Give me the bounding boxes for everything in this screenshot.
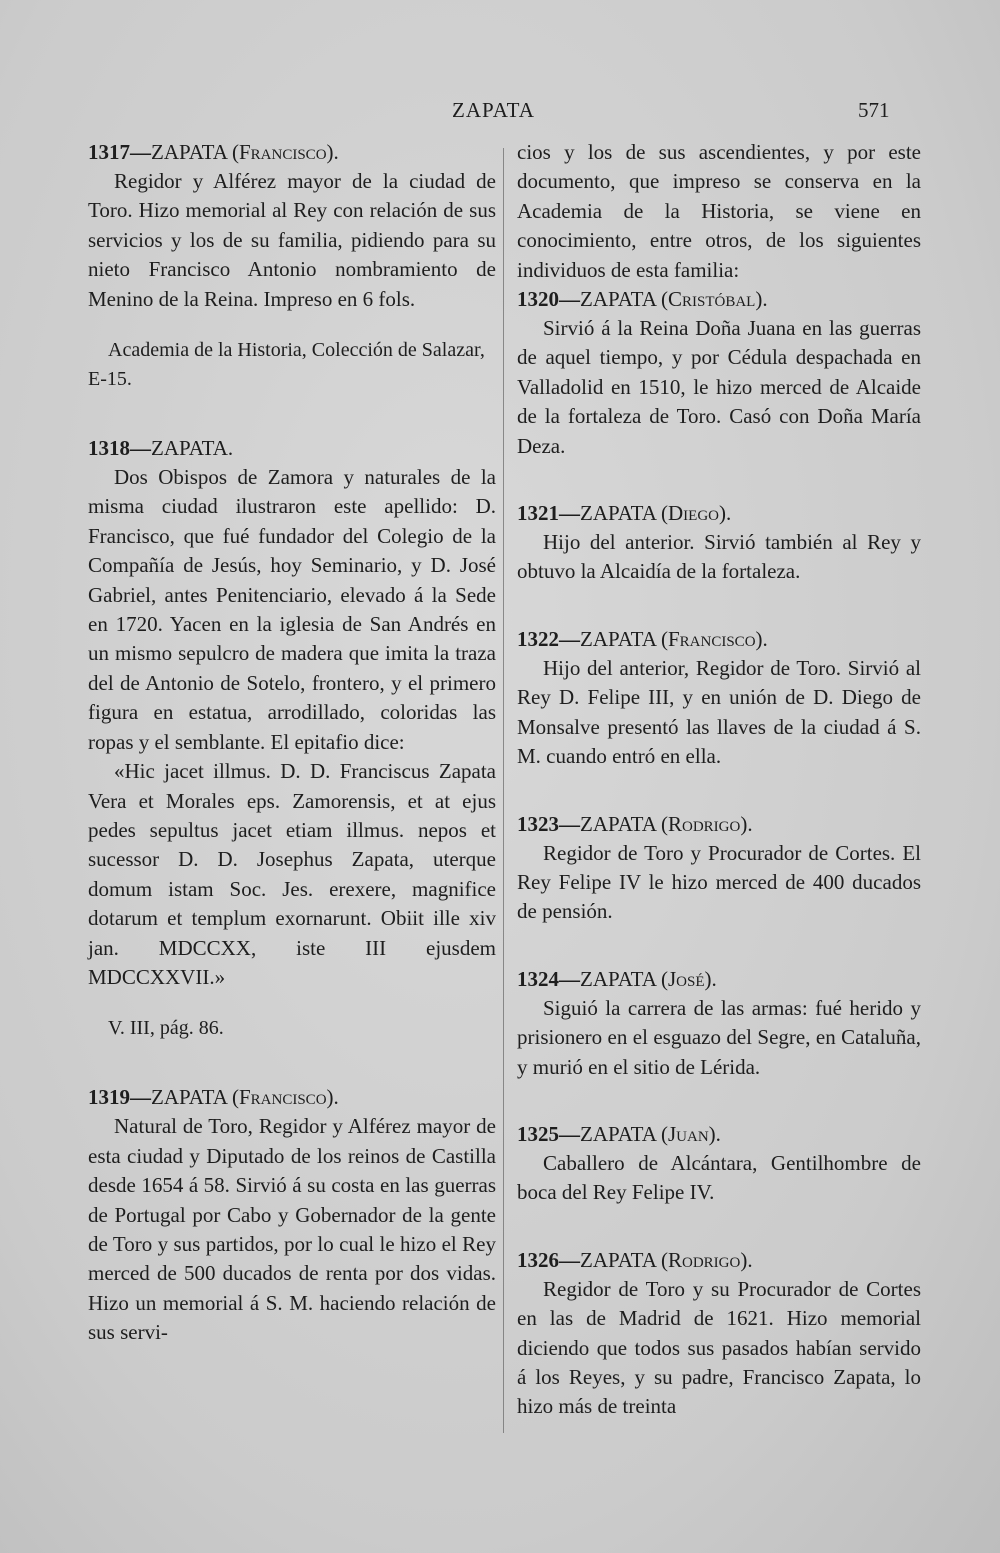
entry-reference: V. III, pág. 86. bbox=[108, 1017, 224, 1040]
entry-1326 bbox=[517, 1246, 921, 1422]
entry-text: Caballero de Alcántara, Gentilhombre de boca del Rey Felipe IV. bbox=[517, 1150, 921, 1205]
entry-number: 1322— bbox=[517, 626, 580, 651]
entry-surname: ZAPATA bbox=[151, 140, 227, 164]
left-column bbox=[88, 138, 496, 1388]
entry-text: Siguió la carrera de las armas: fué herido y prisionero en el esguazo del Segre, en Cataluña, y murió en el sitio de Lérida. bbox=[517, 995, 921, 1079]
entry-1318 bbox=[88, 434, 496, 1043]
entry-1322 bbox=[517, 625, 921, 772]
entry-heading bbox=[517, 285, 921, 314]
entry-text: Regidor de Toro y su Procurador de Cortes en las de Madrid de 1621. Hizo memorial diciendo que todos sus pasados habían servido á los Reyes, y su padre, Francisco Zapata, lo hizo más de treinta bbox=[517, 1276, 921, 1419]
entry-text: Regidor y Alférez mayor de la ciudad de Toro. Hizo memorial al Rey con relación de sus servicios y los de su familia, pidiendo para su nieto Francisco Antonio nombramiento de Menino de la Reina. Impreso en 6 fols. bbox=[88, 169, 496, 311]
entry-surname: ZAPATA bbox=[151, 1085, 227, 1110]
entry-1320 bbox=[517, 285, 921, 461]
entry-heading bbox=[517, 1246, 921, 1275]
entry-heading bbox=[517, 499, 921, 528]
entry-1325 bbox=[517, 1120, 921, 1208]
entry-given-name: (Francisco). bbox=[232, 1085, 339, 1110]
entry-surname: ZAPATA bbox=[580, 1247, 656, 1272]
entry-given-name: (Rodrigo). bbox=[661, 811, 753, 836]
entry-heading bbox=[88, 434, 496, 463]
entry-text: Regidor de Toro y Procurador de Cortes. El Rey Felipe IV le hizo merced de 400 ducados de pensión. bbox=[517, 840, 921, 924]
entry-surname: ZAPATA. bbox=[151, 436, 234, 461]
entry-1319 bbox=[88, 1083, 496, 1347]
entry-text: Dos Obispos de Zamora y naturales de la misma ciudad ilustraron este apellido: D. Francisco, que fué fundador del Colegio de la Compañía de Jesús, hoy Seminario, y D. José Gabriel, antes Penitenciario, elevado á la Sede en 1720. Yacen en la iglesia de San Andrés en un mismo sepulcro de madera que imita la traza del de Antonio de Sotelo, frontero, y el primero figura en estatua, arrodillado, coloridas las ropas y el semblante. El epitafio dice: bbox=[88, 465, 496, 754]
entry-1317 bbox=[88, 138, 496, 394]
entry-number: 1323— bbox=[517, 811, 580, 836]
continued-text: cios y los de sus ascendientes, y por este documento, que impreso se conserva en la Academia de la Historia, se viene en conocimiento, entre otros, de los siguientes individuos de esta familia: bbox=[517, 140, 921, 282]
entry-1321 bbox=[517, 499, 921, 587]
running-title: ZAPATA bbox=[452, 98, 535, 122]
entry-surname: ZAPATA bbox=[580, 1121, 656, 1146]
entry-number: 1320— bbox=[517, 287, 580, 312]
entry-surname: ZAPATA bbox=[580, 501, 656, 526]
entry-reference: Academia de la Historia, Colección de Salazar, E-15. bbox=[88, 339, 485, 391]
entry-given-name: (Diego). bbox=[661, 501, 732, 526]
epitaph-quote: «Hic jacet illmus. D. D. Franciscus Zapata Vera et Morales eps. Zamorensis, et at ejus pedes sepultus jacet etiam illmus. nepos et sucessor D. D. Josephus Zapata, uterque domum istam Soc. Jes. erexere, magnifice dotarum et templum exornarunt. Obiit ille xiv jan. MDCCXX, iste III ejusdem MDCCXXVII.» bbox=[88, 759, 496, 989]
entry-surname: ZAPATA bbox=[580, 811, 656, 836]
entry-text: Natural de Toro, Regidor y Alférez mayor de esta ciudad y Diputado de los reinos de Castilla desde 1654 á 58. Sirvió á su costa en las guerras de Portugal por Cabo y Gobernador de la gente de Toro y sus partidos, por lo cual le hizo el Rey merced de 500 ducados de renta por dos vidas. Hizo un memorial á S. M. haciendo relación de sus servi- bbox=[88, 1114, 496, 1345]
entry-number: 1318— bbox=[88, 436, 151, 461]
entry-1323 bbox=[517, 810, 921, 927]
entry-text: Sirvió á la Reina Doña Juana en las guerras de aquel tiempo, y por Cédula despachada en Valladolid en 1510, le hizo merced de Alcaide de la fortaleza de Toro. Casó con Doña María Deza. bbox=[517, 316, 921, 458]
entry-given-name: (Francisco). bbox=[661, 626, 768, 651]
right-column bbox=[517, 138, 921, 1460]
entry-heading bbox=[517, 965, 921, 994]
entry-heading bbox=[517, 810, 921, 839]
entry-surname: ZAPATA bbox=[580, 966, 656, 991]
entry-given-name: (Cristóbal). bbox=[661, 287, 768, 312]
page-number: 571 bbox=[858, 98, 890, 122]
entry-text: Hijo del anterior, Regidor de Toro. Sirvió al Rey D. Felipe III, y en unión de D. Diego de Monsalve presentó las llaves de la ciudad á S. M. cuando entró en ella. bbox=[517, 655, 921, 769]
entry-heading bbox=[517, 625, 921, 654]
entry-number: 1319— bbox=[88, 1085, 151, 1110]
entry-1324 bbox=[517, 965, 921, 1082]
entry-heading bbox=[88, 138, 496, 167]
entry-text: Hijo del anterior. Sirvió también al Rey y obtuvo la Alcaidía de la fortaleza. bbox=[517, 530, 921, 584]
entry-given-name: (Francisco). bbox=[232, 140, 339, 164]
column-divider bbox=[503, 148, 504, 1433]
entry-given-name: (Rodrigo). bbox=[661, 1247, 753, 1272]
entry-number: 1324— bbox=[517, 966, 580, 991]
entry-surname: ZAPATA bbox=[580, 626, 656, 651]
entry-number: 1325— bbox=[517, 1121, 580, 1146]
entry-heading bbox=[88, 1083, 496, 1112]
entry-surname: ZAPATA bbox=[580, 287, 656, 312]
entry-number: 1321— bbox=[517, 501, 580, 526]
entry-given-name: (Juan). bbox=[661, 1121, 721, 1146]
page-header bbox=[0, 98, 1000, 128]
entry-heading bbox=[517, 1120, 921, 1149]
entry-given-name: (José). bbox=[661, 966, 717, 991]
entry-number: 1326— bbox=[517, 1247, 580, 1272]
entry-number: 1317— bbox=[88, 140, 151, 164]
